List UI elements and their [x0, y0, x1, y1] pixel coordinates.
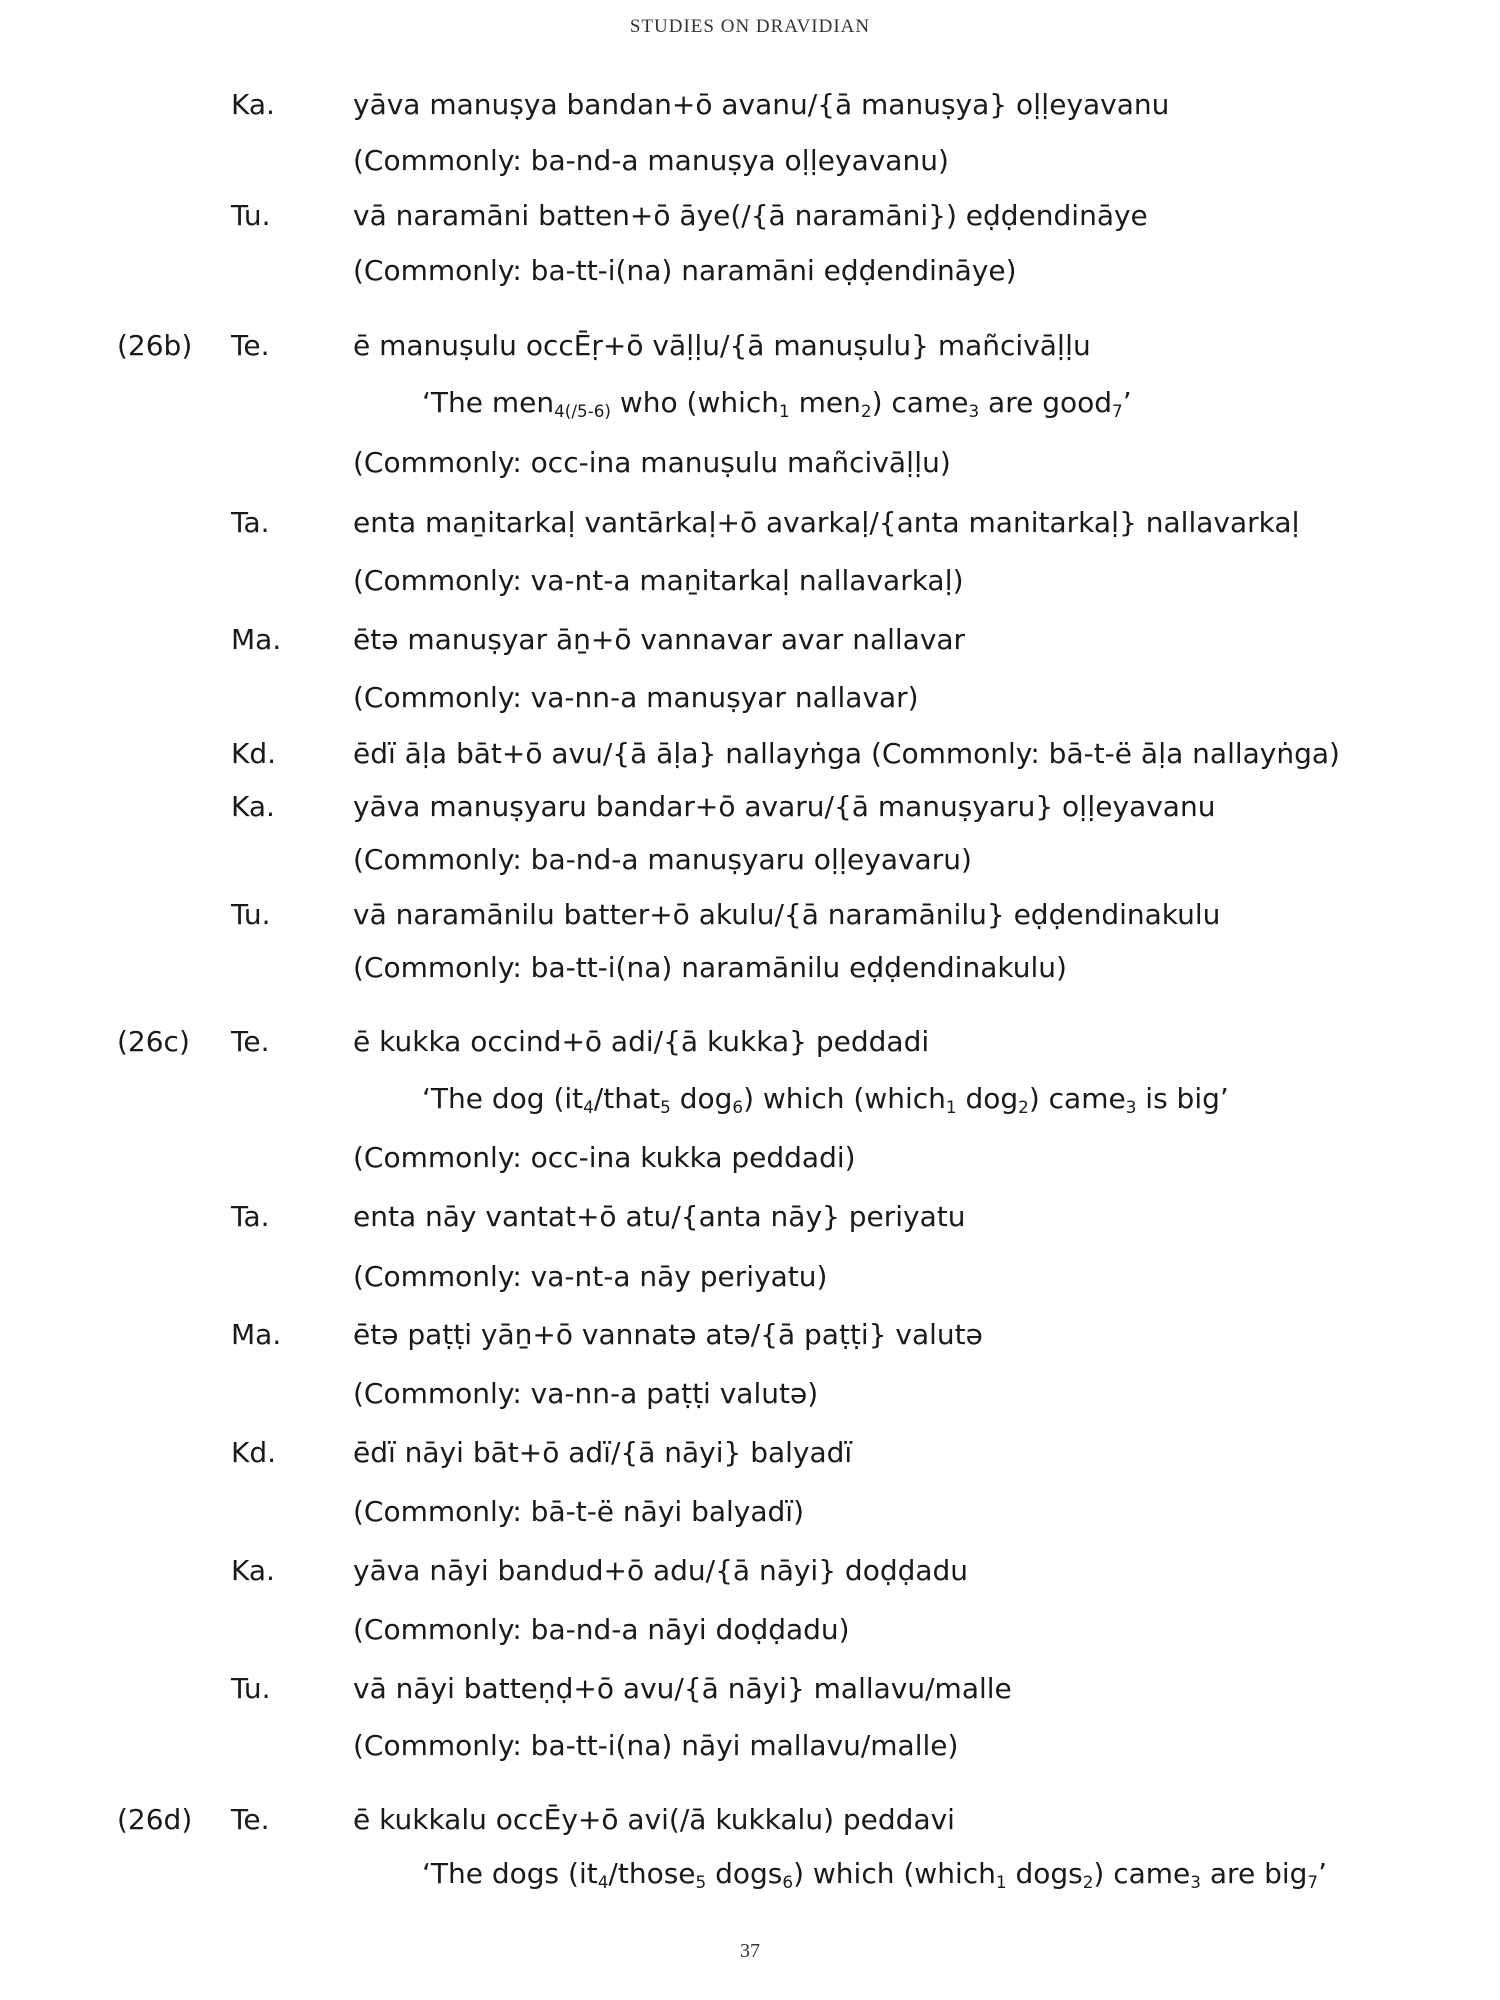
language-label: Te. — [231, 1803, 270, 1836]
language-label: Tu. — [231, 898, 271, 931]
running-header: STUDIES ON DRAVIDIAN — [629, 16, 871, 37]
example-sentence: vā nāyi batteṇḍ+ō avu/{ā nāyi} mallavu/malle — [353, 1672, 1012, 1705]
example-number: (26b) — [117, 329, 193, 362]
translation-gloss: ‘The dog ($it_4/that_5$ dog$_6$) which (which$_1$ dog$_2$) came$_3$ is big’ — [422, 1082, 1229, 1118]
example-sentence: yāva manuṣyaru bandar+ō avaru/{ā manuṣyaru} oḷḷeyavanu — [353, 790, 1216, 823]
example-sentence: vā naramānilu batter+ō akulu/{ā naramānilu} eḍḍendinakulu — [353, 898, 1221, 931]
example-number: (26d) — [117, 1803, 193, 1836]
language-label: Ma. — [231, 623, 282, 656]
commonly-form: (Commonly: va-nt-a nāy periyatu) — [353, 1260, 828, 1293]
commonly-form: (Commonly: va-nn-a paṭṭi valutə) — [353, 1377, 819, 1410]
commonly-form: (Commonly: va-nt-a maṉitarkaḷ nallavarkaḷ) — [353, 564, 964, 597]
example-sentence: ēdï āḷa bāt+ō avu/{ā āḷa} nallayṅga (Commonly: bā-t-ë āḷa nallayṅga) — [353, 737, 1340, 770]
example-sentence: vā naramāni batten+ō āye(/{ā naramāni}) eḍḍendināye — [353, 199, 1148, 232]
language-label: Te. — [231, 1025, 270, 1058]
commonly-form: (Commonly: ba-tt-i(na) naramāni eḍḍendināye) — [353, 254, 1017, 287]
example-sentence: ētə manuṣyar āṉ+ō vannavar avar nallavar — [353, 623, 966, 656]
example-sentence: ēdï nāyi bāt+ō adï/{ā nāyi} balyadï — [353, 1436, 853, 1469]
commonly-form: (Commonly: ba-nd-a manuṣya oḷḷeyavanu) — [353, 144, 949, 177]
example-sentence: yāva manuṣya bandan+ō avanu/{ā manuṣya} oḷḷeyavanu — [353, 88, 1170, 121]
language-label: Ka. — [231, 1554, 275, 1587]
commonly-form: (Commonly: ba-tt-i(na) nāyi mallavu/malle) — [353, 1729, 959, 1762]
example-sentence: ē manuṣulu occĒṛ+ō vāḷḷu/{ā manuṣulu} mañcivāḷḷu — [353, 329, 1091, 362]
commonly-form: (Commonly: occ-ina kukka peddadi) — [353, 1141, 856, 1174]
example-sentence: enta nāy vantat+ō atu/{anta nāy} periyatu — [353, 1200, 966, 1233]
language-label: Tu. — [231, 199, 271, 232]
language-label: Ka. — [231, 790, 275, 823]
commonly-form: (Commonly: ba-tt-i(na) naramānilu eḍḍendinakulu) — [353, 951, 1067, 984]
example-sentence: enta maṉitarkaḷ vantārkaḷ+ō avarkaḷ/{anta manitarkaḷ} nallavarkaḷ — [353, 506, 1300, 539]
language-label: Tu. — [231, 1672, 271, 1705]
language-label: Ta. — [231, 1200, 270, 1233]
language-label: Ka. — [231, 88, 275, 121]
translation-gloss: ‘The men$_{4(/5-6)}$ who (which$_1$ men$_2$) came$_3$ are good$_7$’ — [422, 386, 1132, 422]
translation-gloss: ‘The dogs ($it_4/those_5$ dogs$_6$) which (which$_1$ dogs$_2$) came$_3$ are big$_7$’ — [422, 1857, 1327, 1893]
example-number: (26c) — [117, 1025, 190, 1058]
example-sentence: ētə paṭṭi yāṉ+ō vannatə atə/{ā paṭṭi} valutə — [353, 1318, 983, 1351]
commonly-form: (Commonly: ba-nd-a manuṣyaru oḷḷeyavaru) — [353, 843, 972, 876]
language-label: Ta. — [231, 506, 270, 539]
commonly-form: (Commonly: ba-nd-a nāyi doḍḍadu) — [353, 1613, 850, 1646]
example-sentence: ē kukka occind+ō adi/{ā kukka} peddadi — [353, 1025, 930, 1058]
language-label: Te. — [231, 329, 270, 362]
language-label: Kd. — [231, 1436, 277, 1469]
commonly-form: (Commonly: occ-ina manuṣulu mañcivāḷḷu) — [353, 446, 951, 479]
language-label: Ma. — [231, 1318, 282, 1351]
commonly-form: (Commonly: va-nn-a manuṣyar nallavar) — [353, 681, 919, 714]
language-label: Kd. — [231, 737, 277, 770]
example-sentence: yāva nāyi bandud+ō adu/{ā nāyi} doḍḍadu — [353, 1554, 969, 1587]
page-number: 37 — [740, 1940, 760, 1962]
commonly-form: (Commonly: bā-t-ë nāyi balyadï) — [353, 1495, 804, 1528]
example-sentence: ē kukkalu occĒy+ō avi(/ā kukkalu) peddavi — [353, 1803, 955, 1836]
